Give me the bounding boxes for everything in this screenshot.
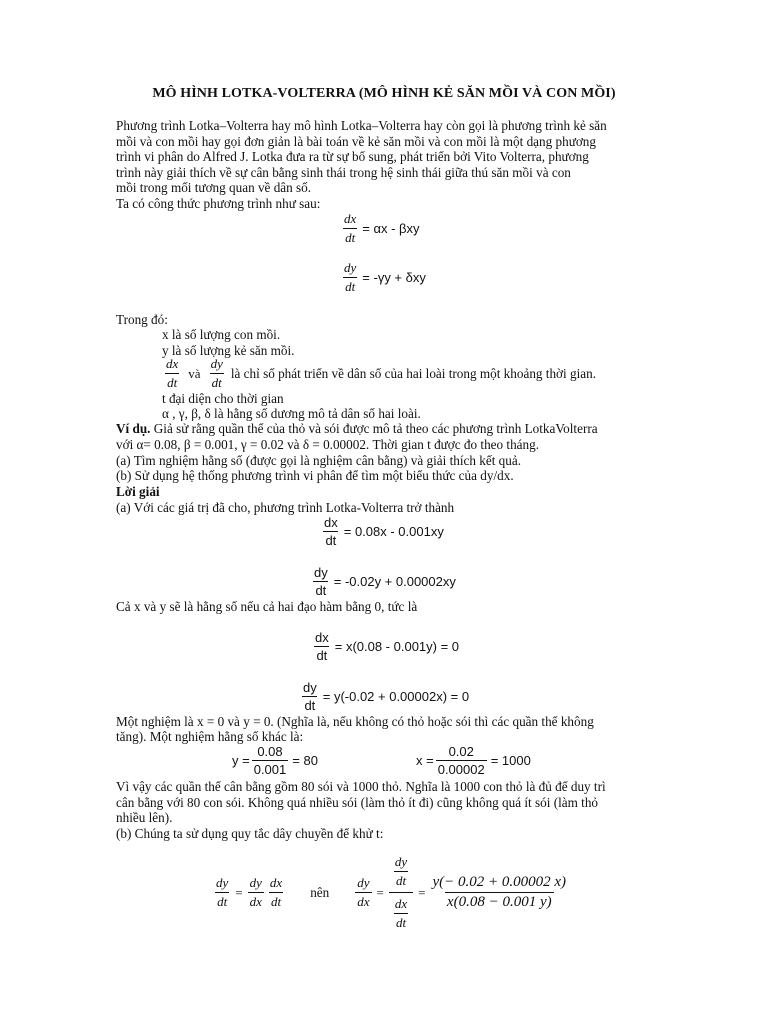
fraction: $\frac{dx}{dt}$ [394,896,408,930]
fraction: $\frac{dy}{dx}$ [357,875,370,909]
solution-b-intro: (b) Chúng ta sử dụng quy tắc dây chuyền để khử t: [116,826,384,841]
fraction: $\frac{dy}{dt}$ [303,680,317,713]
fraction: $\frac{dy}{dt}$ [344,260,357,294]
where-item: α , γ, β, δ là hằng số dương mô tả dân số hai loài. [162,406,421,421]
equation-rhs: = αx - βxy [362,221,420,236]
equation-rhs: = -γy + δxy [362,270,426,285]
intro-line: mồi và con mồi hay gọi đơn giản là bài toán về kẻ săn mồi và con mồi là một dạng phương [116,134,596,149]
example-line: với α= 0.08, β = 0.001, γ = 0.02 và δ = 0.00002. Thời gian t được đo theo tháng. [116,437,540,452]
fraction: $\frac{0.08}{0.001}$ [253,744,287,777]
solution-label: Lời giải [116,484,160,499]
fraction: $\frac{dx}{dt}$ [269,875,283,909]
fraction: $\frac{dx}{dt}$ [344,211,357,245]
y-equilibrium: y = $\frac{0.08}{0.001}$ = 80 [232,744,318,777]
fraction: $\frac{y(- 0.02 + 0.00002 x)}{x(0.08 - 0.001 y)}$ [432,874,567,910]
constant-condition: Cả x và y sẽ là hằng số nếu cả hai đạo hàm bằng 0, tức là [116,599,418,614]
example-line: Ví dụ. Giả sử rằng quần thể của thỏ và sói được mô tả theo các phương trình LotkaVolterra [116,421,598,436]
equation-dy-dt [340,260,426,295]
x-equilibrium: x = $\frac{0.02}{0.00002}$ = 1000 [416,744,531,777]
fraction: $\frac{0.02}{0.00002}$ [437,744,485,777]
fraction: $\frac{dx}{dt}$ [315,630,329,663]
equation-rhs: = x(0.08 - 0.001y) = 0 [334,639,460,654]
equation-rhs: = -0.02y + 0.00002xy [333,574,456,589]
equation-dy-dt-zero [299,680,469,713]
fraction: $\frac{dy}{dt}$ [394,854,408,888]
where-label: Trong đó: [116,312,168,327]
example-label: Ví dụ. [116,421,151,436]
solution-a-intro: (a) Với các giá trị đã cho, phương trình Lotka-Volterra trở thành [116,500,455,515]
equation-dx-dt-numeric [320,515,444,548]
equation-dx-dt-zero [311,630,459,663]
page-title: MÔ HÌNH LOTKA-VOLTERRA (MÔ HÌNH KẺ SĂN MỒI VÀ CON MỒI) [152,86,616,101]
fraction: $\frac{dx}{dt}$ [166,356,179,390]
formula-intro: Ta có công thức phương trình như sau: [116,196,321,211]
equation-dx-dt [340,211,420,246]
fraction: $\frac{dy}{dt}$ [216,875,229,909]
intro-line: Phương trình Lotka–Volterra hay mô hình Lotka–Volterra hay còn gọi là phương trình kẻ săn [116,118,607,133]
where-item: y là số lượng kẻ săn mồi. [162,343,295,358]
equation-rhs: = 0.08x - 0.001xy [343,524,444,539]
fraction: $\frac{dy}{dt}$ [210,356,223,390]
intro-line: mồi trong mối tương quan về dân số. [116,180,312,195]
fraction: $\frac{dy}{dx}$ [249,875,262,909]
solution-line: tăng). Một nghiệm hằng số khác là: [116,729,304,744]
equation-dy-dt-numeric [310,565,456,598]
fraction: $\frac{dx}{dt}$ [324,515,338,548]
conclusion-line: nhiều lên). [116,810,173,825]
where-item: t đại diện cho thời gian [162,391,284,406]
chain-rule-equation: $\frac{dy}{dt}$ = $\frac{dy}{dx}$ $\frac{dx}{dt}$ nên $\frac{dy}{dx}$ = $\frac{\frac{dy}{dt}}{\frac{dx}{dt}}$ = $\frac{y(- 0.02 + 0.00002 x)}{x(0.08 - 0.001 y)}$ [216,854,567,930]
rate-definition: $\frac{dx}{dt}$ và $\frac{dy}{dt}$ là chỉ số phát triển về dân số của hai loài trong một khoảng thời gian. [166,356,596,390]
equation-rhs: = y(-0.02 + 0.00002x) = 0 [322,689,470,704]
fraction: $\frac{dy}{dt}$ [314,565,328,598]
compound-fraction [389,854,413,931]
where-item: x là số lượng con mồi. [162,327,281,342]
conclusion-line: Vì vậy các quần thể cân bằng gồm 80 sói và 1000 thỏ. Nghĩa là 1000 con thỏ là đủ để duy trì [116,779,606,794]
intro-line: trình này giải thích về sự cân bằng sinh thái trong hệ sinh thái giữa thú săn mồi và con [116,165,571,180]
conclusion-line: cân bằng với 80 con sói. Không quá nhiều sói (làm thỏ ít đi) cũng không quá ít sói (làm thỏ [116,795,599,810]
intro-line: trình vi phân do Alfred J. Lotka đưa ra từ sự bổ sung, phát triển bởi Vito Volterra, phương [116,149,589,164]
question-b: (b) Sử dụng hệ thống phương trình vi phân để tìm một biểu thức của dy/dx. [116,468,514,483]
question-a: (a) Tìm nghiệm hằng số (được gọi là nghiệm cân bằng) và giải thích kết quả. [116,453,521,468]
solution-line: Một nghiệm là x = 0 và y = 0. (Nghĩa là, nếu không có thỏ hoặc sói thì các quần thể không [116,714,594,729]
